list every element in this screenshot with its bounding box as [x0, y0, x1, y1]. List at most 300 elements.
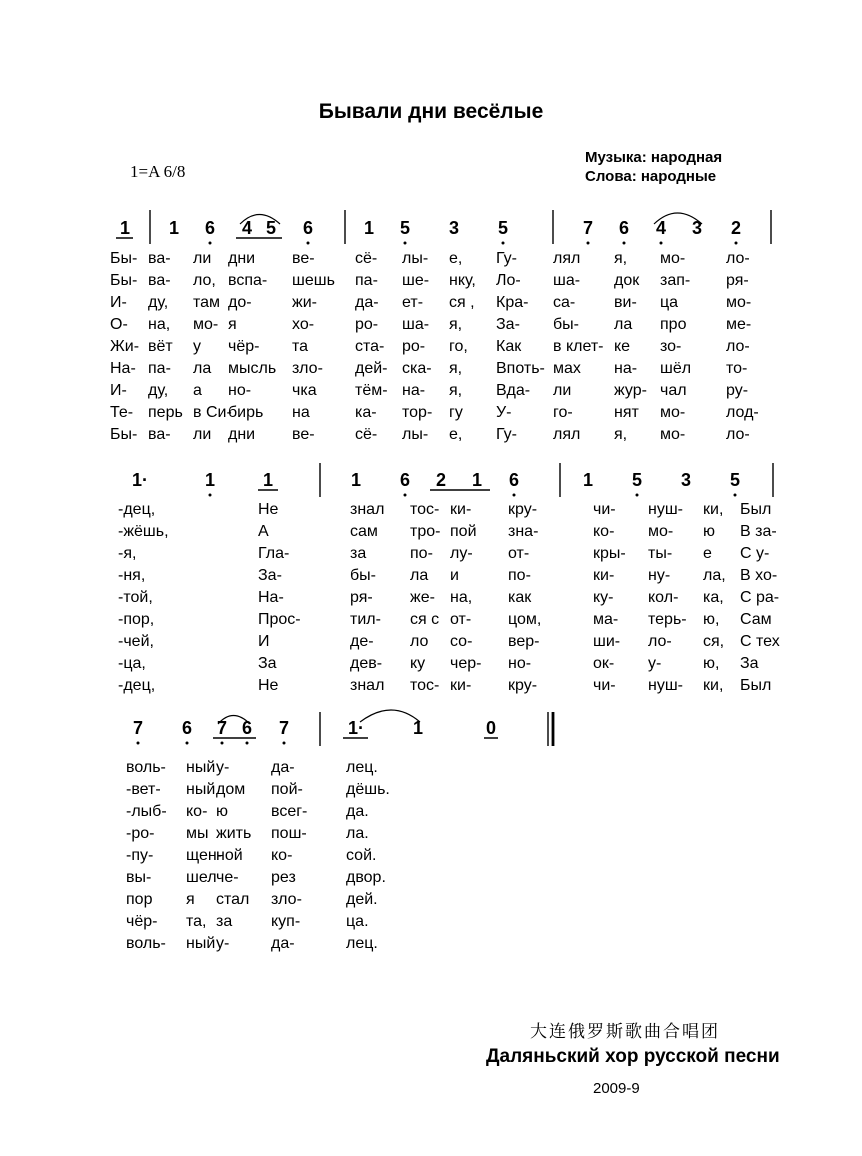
lyric-syllable: воль- [126, 935, 166, 952]
lyric-syllable: мо- [193, 316, 219, 333]
lyric-syllable: лод- [726, 404, 759, 421]
lyric-syllable: го- [553, 404, 573, 421]
lyrics-system-3 [0, 757, 862, 955]
lyric-syllable: Как [496, 338, 522, 355]
note: 1 [204, 470, 216, 490]
lyric-syllable: е [703, 545, 712, 562]
note: 5 [265, 218, 277, 238]
note: 1 [582, 470, 594, 490]
lyric-syllable: ла, [703, 567, 726, 584]
lyric-syllable: Впоть- [496, 360, 545, 377]
lyric-syllable: от- [450, 611, 472, 628]
note: 1 [262, 470, 274, 490]
lyric-syllable: ку [410, 655, 426, 672]
lyric-syllable: Кра- [496, 294, 529, 311]
lyric-syllable: ме- [726, 316, 752, 333]
lyric-syllable: ки- [450, 501, 472, 518]
note: 1 [119, 218, 131, 238]
lyric-syllable: А [258, 523, 269, 540]
lyric-syllable: вер- [508, 633, 540, 650]
lyric-syllable: пой- [271, 781, 303, 798]
lyric-syllable: ок- [593, 655, 615, 672]
lyric-syllable: ку- [593, 589, 614, 606]
note-row [133, 718, 496, 738]
lyric-syllable: ру- [726, 382, 749, 399]
lyric-syllable: дни [228, 250, 256, 267]
lyric-syllable: мо- [648, 523, 674, 540]
note: 3 [448, 218, 460, 238]
lyric-syllable: двор. [346, 869, 386, 886]
lyric-syllable: ши- [593, 633, 621, 650]
lyric-syllable: про [660, 316, 687, 333]
lyric-syllable: я, [449, 360, 463, 377]
note: 2 [435, 470, 447, 490]
lyric-syllable: Вда- [496, 382, 531, 399]
lyric-syllable: жить [216, 825, 252, 842]
lyric-syllable: Гу- [496, 426, 517, 443]
lyric-syllable: В хо- [740, 567, 778, 584]
lyric-syllable: Сам [740, 611, 772, 628]
lyric-syllable: кру- [508, 677, 538, 694]
lyric-syllable: -пу- [126, 847, 154, 864]
lyric-syllable: но- [508, 655, 532, 672]
lyric-syllable: ло- [726, 338, 750, 355]
lyric-syllable: бы- [350, 567, 376, 584]
lyric-syllable: вспа- [228, 272, 268, 289]
lyric-syllable: нку, [449, 272, 476, 289]
lyric-syllable: С ра- [740, 589, 780, 606]
lyric-syllable: ся с [410, 611, 440, 628]
lyric-syllable: ро- [355, 316, 379, 333]
words-credit: Слова: народные [585, 168, 717, 185]
lyric-syllable: рез [271, 869, 296, 886]
lyric-syllable: та, [186, 913, 207, 930]
lyric-syllable: и [450, 567, 459, 584]
lyric-syllable: ный [186, 759, 216, 776]
lyric-syllable: стал [216, 891, 250, 908]
lyric-syllable: И [258, 633, 270, 650]
lyric-syllable: С у- [740, 545, 770, 562]
lyric-syllable: по- [410, 545, 433, 562]
lyric-syllable: зло- [271, 891, 302, 908]
note: 6 [241, 718, 253, 738]
octave-dots [209, 494, 737, 497]
lyric-syllable: у- [216, 759, 230, 776]
lyric-syllable: лы- [402, 426, 429, 443]
lyric-syllable: ю, [703, 655, 720, 672]
lyric-syllable: да. [346, 803, 369, 820]
note: 1· [347, 718, 365, 738]
lyric-syllable: ду, [148, 382, 169, 399]
key-signature: 1=A 6/8 [130, 162, 186, 181]
lyric-syllable: за [216, 913, 233, 930]
lyric-syllable: там [193, 294, 221, 311]
lyric-syllable: ной [216, 847, 243, 864]
lyric-syllable: ду, [148, 294, 169, 311]
lyric-syllable: тил- [350, 611, 381, 628]
lyric-syllable: тро- [410, 523, 441, 540]
lyric-syllable: ло, [193, 272, 216, 289]
note: 1 [412, 718, 424, 738]
note: 5 [729, 470, 741, 490]
lyric-syllable: ря- [726, 272, 749, 289]
lyric-syllable: ко- [186, 803, 208, 820]
lyric-syllable: да- [271, 759, 295, 776]
lyric-syllable: ный [186, 781, 216, 798]
lyric-syllable: вёт [148, 338, 173, 355]
lyric-syllable: -жёшь, [118, 523, 169, 540]
lyric-syllable: от- [508, 545, 530, 562]
lyric-syllable: всег- [271, 803, 308, 820]
note: 3 [691, 218, 703, 238]
choir-name-russian: Даляньский хор русской песни [486, 1046, 780, 1067]
lyric-syllable: ты- [648, 545, 673, 562]
lyric-syllable: го, [449, 338, 468, 355]
lyric-syllable: мысль [228, 360, 277, 377]
lyric-syllable: ста- [355, 338, 385, 355]
lyric-syllable: сё- [355, 426, 378, 443]
lyric-syllable: зап- [660, 272, 691, 289]
lyric-syllable: -я, [118, 545, 137, 562]
lyric-syllable: лял [553, 426, 581, 443]
lyric-syllable: ска- [402, 360, 432, 377]
note: 1 [168, 218, 180, 238]
lyric-syllable: у- [648, 655, 662, 672]
lyric-syllable: кол- [648, 589, 679, 606]
note: 7 [132, 718, 144, 738]
lyric-syllable: шёл [660, 360, 692, 377]
lyric-syllable: -ня, [118, 567, 146, 584]
lyric-syllable: Прос- [258, 611, 301, 628]
note: 6 [181, 718, 193, 738]
lyric-syllable: дёшь. [346, 781, 390, 798]
lyric-syllable: чёр- [126, 913, 158, 930]
system-3 [133, 710, 553, 746]
system-2 [132, 463, 773, 497]
lyric-syllable: ли [553, 382, 572, 399]
lyric-syllable: же- [410, 589, 435, 606]
lyric-syllable: зо- [660, 338, 682, 355]
lyric-syllable: но- [228, 382, 252, 399]
lyric-syllable: че- [216, 869, 239, 886]
note: 6 [399, 470, 411, 490]
lyric-syllable: тос- [410, 501, 440, 518]
lyric-syllable: ся, [703, 633, 725, 650]
note: 1 [363, 218, 375, 238]
lyric-syllable: ся , [449, 294, 475, 311]
lyric-syllable: -чей, [118, 633, 154, 650]
music-credit: Музыка: народная [585, 149, 723, 166]
note: 7 [582, 218, 594, 238]
lyrics-system-2 [0, 499, 862, 697]
octave-dots [137, 742, 286, 745]
lyric-syllable: лы- [402, 250, 429, 267]
lyric-syllable: Был [740, 677, 772, 694]
lyric-syllable: мы [186, 825, 209, 842]
note: 6 [508, 470, 520, 490]
lyric-syllable: я, [449, 382, 463, 399]
lyric-syllable: ет- [402, 294, 424, 311]
lyric-syllable: ва- [148, 426, 171, 443]
lyric-syllable: е, [449, 426, 463, 443]
lyric-syllable: ша- [402, 316, 430, 333]
lyric-syllable: ки- [593, 567, 615, 584]
lyric-syllable: На- [110, 360, 136, 377]
lyric-syllable: ло- [726, 250, 750, 267]
lyric-syllable: пор [126, 891, 153, 908]
note: 5 [399, 218, 411, 238]
lyric-syllable: цом, [508, 611, 542, 628]
lyric-syllable: ный [186, 935, 216, 952]
lyric-syllable: ки- [450, 677, 472, 694]
lyric-syllable: ки, [703, 677, 724, 694]
lyric-syllable: ло- [648, 633, 672, 650]
lyric-syllable: -пор, [118, 611, 155, 628]
note: 6 [618, 218, 630, 238]
lyric-syllable: ва- [148, 272, 171, 289]
lyric-syllable: ви- [614, 294, 637, 311]
lyric-syllable: ю, [703, 611, 720, 628]
lyric-syllable: де- [350, 633, 374, 650]
lyric-syllable: ва- [148, 250, 171, 267]
lyric-syllable: Гла- [258, 545, 290, 562]
lyric-syllable: ла [193, 360, 212, 377]
lyric-syllable: воль- [126, 759, 166, 776]
lyric-syllable: та [292, 338, 309, 355]
lyric-syllable: ки, [703, 501, 724, 518]
lyric-syllable: шешь [292, 272, 335, 289]
lyric-syllable: пош- [271, 825, 307, 842]
note: 6 [302, 218, 314, 238]
lyric-syllable: За [740, 655, 759, 672]
lyric-syllable: лял [553, 250, 581, 267]
lyric-syllable: в клет- [553, 338, 604, 355]
lyric-syllable: чка [292, 382, 317, 399]
barlines [320, 463, 773, 497]
lyric-syllable: -ца, [118, 655, 146, 672]
lyric-syllable: Жи- [110, 338, 140, 355]
lyric-syllable: а [193, 382, 202, 399]
lyric-syllable: па- [148, 360, 171, 377]
lyric-syllable: Гу- [496, 250, 517, 267]
lyric-syllable: тор- [402, 404, 433, 421]
lyric-syllable: О- [110, 316, 128, 333]
lyric-syllable: ла. [346, 825, 369, 842]
lyric-syllable: как [508, 589, 532, 606]
lyric-syllable: ло [410, 633, 429, 650]
lyric-syllable: ли [193, 250, 212, 267]
lyric-syllable: куп- [271, 913, 301, 930]
lyric-syllable: сё- [355, 250, 378, 267]
lyric-syllable: я [228, 316, 237, 333]
note-row [132, 470, 740, 490]
lyric-syllable: Бы- [110, 426, 138, 443]
lyric-syllable: ка- [355, 404, 377, 421]
lyric-syllable: ко- [271, 847, 293, 864]
lyric-syllable: за [350, 545, 367, 562]
lyric-syllable: у- [216, 935, 230, 952]
lyric-syllable: сам [350, 523, 378, 540]
lyric-syllable: дей- [355, 360, 388, 377]
note: 6 [204, 218, 216, 238]
note: 7 [216, 718, 228, 738]
lyric-syllable: чал [660, 382, 687, 399]
lyric-syllable: ли [193, 426, 212, 443]
lyric-syllable: Был [740, 501, 772, 518]
lyric-syllable: на [292, 404, 310, 421]
choir-name-chinese: 大连俄罗斯歌曲合唱团 [530, 1022, 720, 1042]
lyric-syllable: -дец, [118, 501, 156, 518]
lyric-syllable: На- [258, 589, 284, 606]
lyric-syllable: бы- [553, 316, 579, 333]
note: 5 [631, 470, 643, 490]
lyric-syllable: У- [496, 404, 512, 421]
octave-dots [209, 242, 738, 245]
lyric-syllable: в Си- [193, 404, 232, 421]
note: 4 [655, 218, 667, 238]
lyric-syllable: дом [216, 781, 246, 798]
lyric-syllable: чёр- [228, 338, 260, 355]
lyric-syllable: ря- [350, 589, 373, 606]
lyric-syllable: ко- [593, 523, 615, 540]
lyric-syllable: мо- [660, 426, 686, 443]
lyric-syllable: дей. [346, 891, 378, 908]
lyric-syllable: Ло- [496, 272, 521, 289]
lyric-syllable: чи- [593, 677, 616, 694]
lyric-syllable: лец. [346, 935, 378, 952]
note-row [120, 218, 741, 238]
lyric-syllable: я, [614, 250, 628, 267]
note: 4 [241, 218, 253, 238]
song-title: Бывали дни весёлые [318, 100, 544, 123]
lyric-syllable: со- [450, 633, 473, 650]
lyric-syllable: С тех [740, 633, 780, 650]
lyric-syllable: кру- [508, 501, 538, 518]
lyric-syllable: ше- [402, 272, 430, 289]
lyric-syllable: ю [703, 523, 715, 540]
lyric-syllable: Те- [110, 404, 134, 421]
lyric-syllable: ло- [726, 426, 750, 443]
lyric-syllable: ма- [593, 611, 619, 628]
lyric-syllable: За- [258, 567, 282, 584]
lyric-syllable: бирь [228, 404, 264, 421]
lyric-syllable: ну- [648, 567, 671, 584]
lyric-syllable: док [614, 272, 640, 289]
lyric-syllable: ша- [553, 272, 581, 289]
lyric-syllable: я, [449, 316, 463, 333]
lyric-syllable: За- [496, 316, 520, 333]
lyric-syllable: ю [216, 803, 228, 820]
lyric-syllable: Бы- [110, 250, 138, 267]
system-1 [116, 210, 771, 245]
lyric-syllable: ве- [292, 250, 315, 267]
lyric-syllable: -лыб- [126, 803, 167, 820]
lyric-syllable: ла [410, 567, 429, 584]
lyric-syllable: За [258, 655, 277, 672]
lyric-syllable: щен- [186, 847, 223, 864]
lyric-syllable: зло- [292, 360, 323, 377]
note: 5 [497, 218, 509, 238]
lyric-syllable: да- [271, 935, 295, 952]
lyric-syllable: ла [614, 316, 633, 333]
lyric-syllable: по- [508, 567, 531, 584]
lyric-syllable: мо- [660, 404, 686, 421]
note: 0 [485, 718, 497, 738]
lyric-syllable: -ро- [126, 825, 155, 842]
lyric-syllable: лу- [450, 545, 473, 562]
note: 1· [131, 470, 149, 490]
note: 7 [278, 718, 290, 738]
lyric-syllable: то- [726, 360, 748, 377]
lyric-syllable: на- [402, 382, 426, 399]
lyric-syllable: мо- [660, 250, 686, 267]
note: 1 [350, 470, 362, 490]
lyric-syllable: чи- [593, 501, 616, 518]
lyric-syllable: знал [350, 677, 385, 694]
lyric-syllable: нуш- [648, 501, 683, 518]
lyric-syllable: мах [553, 360, 581, 377]
date: 2009-9 [593, 1080, 640, 1097]
lyric-syllable: нят [614, 404, 639, 421]
lyric-syllable: лец. [346, 759, 378, 776]
slur [360, 710, 420, 722]
lyric-syllable: знал [350, 501, 385, 518]
lyric-syllable: са- [553, 294, 576, 311]
lyric-syllable: И- [110, 294, 127, 311]
lyric-syllable: пой [450, 523, 477, 540]
lyric-syllable: чер- [450, 655, 482, 672]
lyric-syllable: дев- [350, 655, 383, 672]
lyric-syllable: перь [148, 404, 183, 421]
lyric-syllable: я, [614, 426, 628, 443]
lyric-syllable: тос- [410, 677, 440, 694]
lyric-syllable: ка, [703, 589, 724, 606]
lyric-syllable: ца. [346, 913, 369, 930]
lyric-syllable: ро- [402, 338, 426, 355]
lyric-syllable: хо- [292, 316, 315, 333]
lyric-syllable: ке [614, 338, 631, 355]
lyric-syllable: жи- [292, 294, 317, 311]
lyrics-system-1 [0, 248, 862, 446]
lyric-syllable: на, [148, 316, 171, 333]
lyric-syllable: дни [228, 426, 256, 443]
note: 1 [471, 470, 483, 490]
lyric-syllable: до- [228, 294, 252, 311]
lyric-syllable: на, [450, 589, 473, 606]
lyric-syllable: Бы- [110, 272, 138, 289]
lyric-syllable: -той, [118, 589, 153, 606]
lyric-syllable: па- [355, 272, 378, 289]
lyric-syllable: Не [258, 677, 279, 694]
lyric-syllable: -дец, [118, 677, 156, 694]
note: 2 [730, 218, 742, 238]
lyric-syllable: жур- [614, 382, 647, 399]
lyric-syllable: вы- [126, 869, 152, 886]
lyric-syllable: И- [110, 382, 127, 399]
lyric-syllable: мо- [726, 294, 752, 311]
lyric-syllable: сой. [346, 847, 377, 864]
lyric-syllable: да- [355, 294, 379, 311]
note: 3 [680, 470, 692, 490]
lyric-syllable: терь- [648, 611, 687, 628]
lyric-syllable: шел [186, 869, 217, 886]
lyric-syllable: гу [449, 404, 463, 421]
lyric-syllable: нуш- [648, 677, 683, 694]
lyric-syllable: зна- [508, 523, 539, 540]
lyric-syllable: на- [614, 360, 638, 377]
lyric-syllable: тём- [355, 382, 388, 399]
lyric-syllable: ве- [292, 426, 315, 443]
